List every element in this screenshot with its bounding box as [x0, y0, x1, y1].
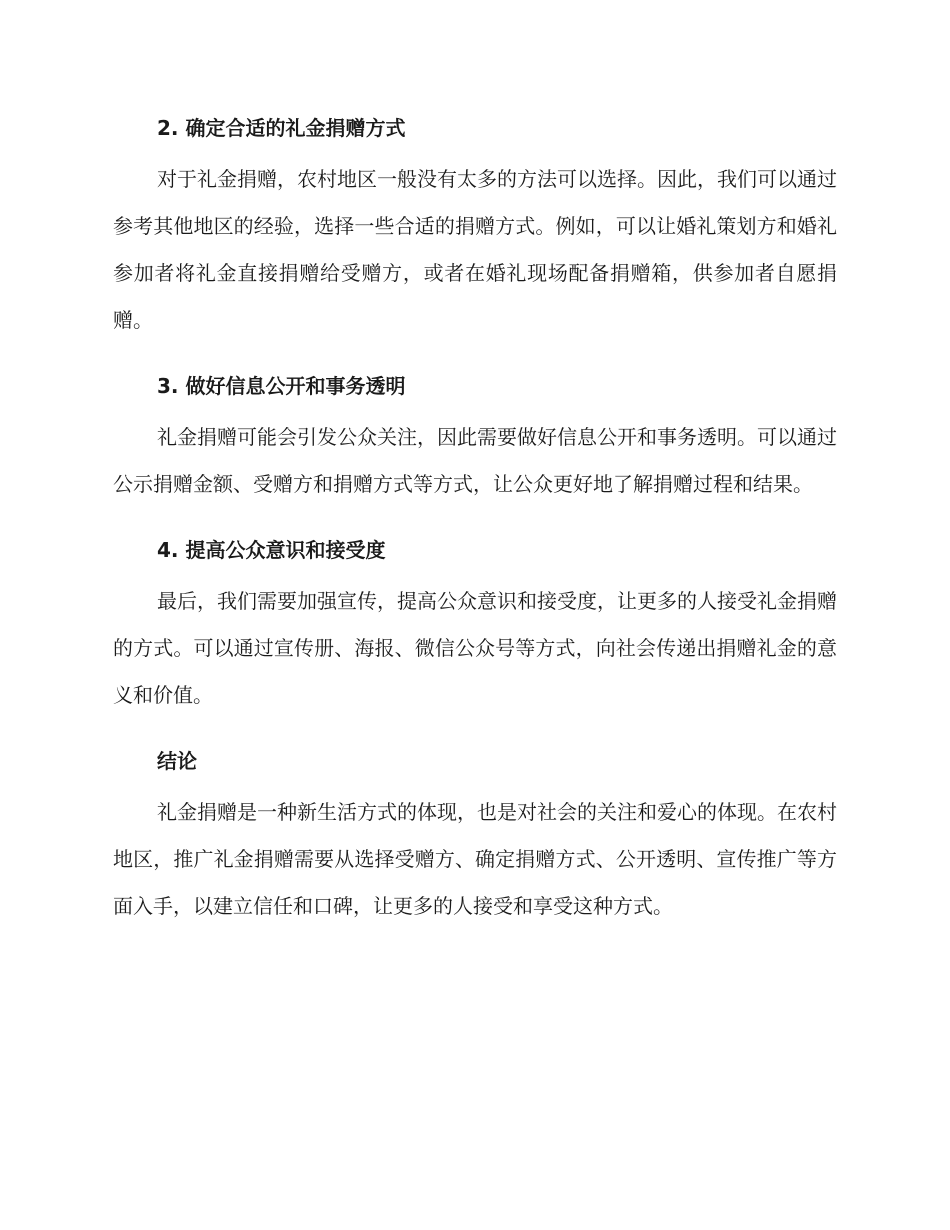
section-heading-4: 4. 提高公众意识和接受度: [157, 538, 386, 562]
section-heading-3: 3. 做好信息公开和事务透明: [157, 374, 406, 398]
conclusion-heading: 结论: [157, 749, 197, 773]
conclusion-body: 礼金捐赠是一种新生活方式的体现，也是对社会的关注和爱心的体现。在农村地区，推广礼金捐赠需要从选择受赠方、确定捐赠方式、公开透明、宣传推广等方面入手，以建立信任和口碑，让更多的人接受和享受这种方式。: [113, 800, 837, 918]
document-content: [113, 112, 837, 956]
section-body-3: 礼金捐赠可能会引发公众关注，因此需要做好信息公开和事务透明。可以通过公示捐赠金额、受赠方和捐赠方式等方式，让公众更好地了解捐赠过程和结果。: [113, 425, 837, 496]
section-heading-2: 2. 确定合适的礼金捐赠方式: [157, 116, 406, 140]
section-body-4: 最后，我们需要加强宣传，提高公众意识和接受度，让更多的人接受礼金捐赠的方式。可以通过宣传册、海报、微信公众号等方式，向社会传递出捐赠礼金的意义和价值。: [113, 589, 837, 707]
section-body-2: 对于礼金捐赠，农村地区一般没有太多的方法可以选择。因此，我们可以通过参考其他地区的经验，选择一些合适的捐赠方式。例如，可以让婚礼策划方和婚礼参加者将礼金直接捐赠给受赠方，或者在婚礼现场配备捐赠箱，供参加者自愿捐赠。: [113, 167, 837, 332]
